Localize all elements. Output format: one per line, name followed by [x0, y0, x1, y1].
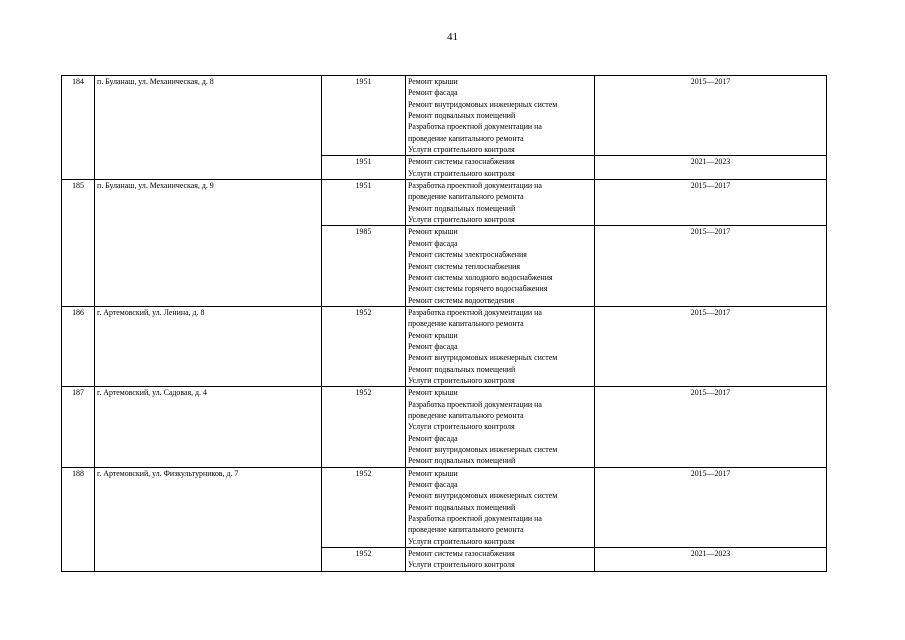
repair-works-list — [406, 226, 595, 306]
repair-work-item: Разработка проектной документации на — [408, 181, 542, 191]
repair-work-item: Услуги строительного контроля — [408, 168, 515, 178]
repair-period: 2021—2023 — [595, 156, 827, 180]
repair-work-item: Ремонт фасада — [408, 88, 458, 98]
construction-year: 1985 — [322, 226, 406, 306]
repair-work-item: Ремонт фасада — [408, 238, 458, 248]
repair-period: 2015—2017 — [595, 226, 827, 306]
repair-work-item: проведение капитального ремонта — [408, 192, 524, 202]
construction-year: 1952 — [322, 467, 406, 547]
repair-work-item: проведение капитального ремонта — [408, 319, 524, 329]
repair-work-item: Ремонт системы электроснабжения — [408, 250, 527, 260]
table-row — [62, 306, 827, 386]
repair-work-item: Ремонт подвальных помещений — [408, 456, 516, 466]
repair-works-list — [406, 467, 595, 547]
repair-work-item: проведение капитального ремонта — [408, 133, 524, 143]
repair-work-item: Ремонт системы газоснабжения — [408, 157, 515, 167]
construction-year: 1952 — [322, 387, 406, 467]
repair-work-item: Разработка проектной документации на — [408, 514, 542, 524]
repair-period: 2015—2017 — [595, 387, 827, 467]
repair-work-item: Ремонт крыши — [408, 77, 458, 86]
repair-work-item: Разработка проектной документации на — [408, 307, 542, 317]
repair-work-item: Услуги строительного контроля — [408, 375, 515, 385]
repair-works-list — [406, 76, 595, 156]
page-number: 41 — [447, 31, 458, 43]
table-row — [62, 180, 827, 226]
repair-period: 2015—2017 — [595, 306, 827, 386]
construction-year: 1951 — [322, 76, 406, 156]
repair-works-list — [406, 387, 595, 467]
construction-year: 1952 — [322, 548, 406, 572]
repair-work-item: Ремонт внутридомовых инженерных систем — [408, 445, 558, 454]
repair-work-item: Ремонт системы холодного водоснабжения — [408, 272, 553, 282]
row-number: 187 — [62, 387, 95, 467]
repair-work-item: проведение капитального ремонта — [408, 410, 524, 420]
construction-year: 1951 — [322, 156, 406, 180]
repair-work-item: Ремонт крыши — [408, 227, 458, 237]
repair-work-item: Ремонт фасада — [408, 341, 458, 351]
repair-works-list — [406, 306, 595, 386]
repair-work-item: Ремонт подвальных помещений — [408, 203, 516, 213]
repair-period: 2015—2017 — [595, 180, 827, 226]
repair-work-item: Ремонт фасада — [408, 480, 458, 490]
repair-work-item: проведение капитального ремонта — [408, 525, 524, 535]
repair-period: 2015—2017 — [595, 76, 827, 156]
construction-year: 1952 — [322, 306, 406, 386]
row-number: 184 — [62, 76, 95, 180]
repair-work-item: Ремонт крыши — [408, 468, 458, 478]
table-body — [62, 76, 827, 572]
repair-work-item: Услуги строительного контроля — [408, 215, 515, 225]
repair-works-list — [406, 548, 595, 572]
repair-work-item: Услуги строительного контроля — [408, 422, 515, 432]
repair-work-item: Ремонт внутридомовых инженерных систем — [408, 99, 558, 109]
repair-work-item: Услуги строительного контроля — [408, 560, 515, 570]
table-row — [62, 387, 827, 467]
building-address: г. Артемовский, ул. Физкультурников, д. 7 — [95, 467, 322, 571]
building-address: г. Артемовский, ул. Ленина, д. 8 — [95, 306, 322, 386]
repair-period: 2021—2023 — [595, 548, 827, 572]
repair-work-item: Ремонт внутридомовых инженерных систем — [408, 353, 558, 363]
repair-work-item: Ремонт внутридомовых инженерных систем — [408, 491, 558, 501]
repair-work-item: Ремонт системы горячего водоснабжения — [408, 284, 548, 294]
repair-work-item: Ремонт крыши — [408, 330, 458, 340]
table-row — [62, 76, 827, 156]
table-row — [62, 467, 827, 547]
repair-work-item: Услуги строительного контроля — [408, 145, 515, 155]
repair-work-item: Ремонт подвальных помещений — [408, 364, 516, 374]
row-number: 185 — [62, 180, 95, 307]
building-address: г. Артемовский, ул. Садовая, д. 4 — [95, 387, 322, 467]
repair-schedule-table — [61, 75, 827, 572]
repair-work-item: Ремонт подвальных помещений — [408, 502, 516, 512]
repair-work-item: Ремонт системы газоснабжения — [408, 549, 515, 559]
row-number: 188 — [62, 467, 95, 571]
repair-work-item: Разработка проектной документации на — [408, 399, 542, 409]
repair-work-item: Ремонт крыши — [408, 388, 458, 398]
repair-work-item: Ремонт фасада — [408, 433, 458, 443]
repair-work-item: Ремонт системы теплоснабжения — [408, 261, 521, 271]
repair-work-item: Услуги строительного контроля — [408, 536, 515, 546]
repair-works-list — [406, 156, 595, 180]
construction-year: 1951 — [322, 180, 406, 226]
row-number: 186 — [62, 306, 95, 386]
repair-work-item: Ремонт подвальных помещений — [408, 111, 516, 121]
building-address: п. Буланаш, ул. Механическая, д. 8 — [95, 76, 322, 180]
repair-work-item: Разработка проектной документации на — [408, 122, 542, 132]
repair-works-list — [406, 180, 595, 226]
building-address: п. Буланаш, ул. Механическая, д. 9 — [95, 180, 322, 307]
repair-period: 2015—2017 — [595, 467, 827, 547]
repair-work-item: Ремонт системы водоотведения — [408, 295, 515, 305]
